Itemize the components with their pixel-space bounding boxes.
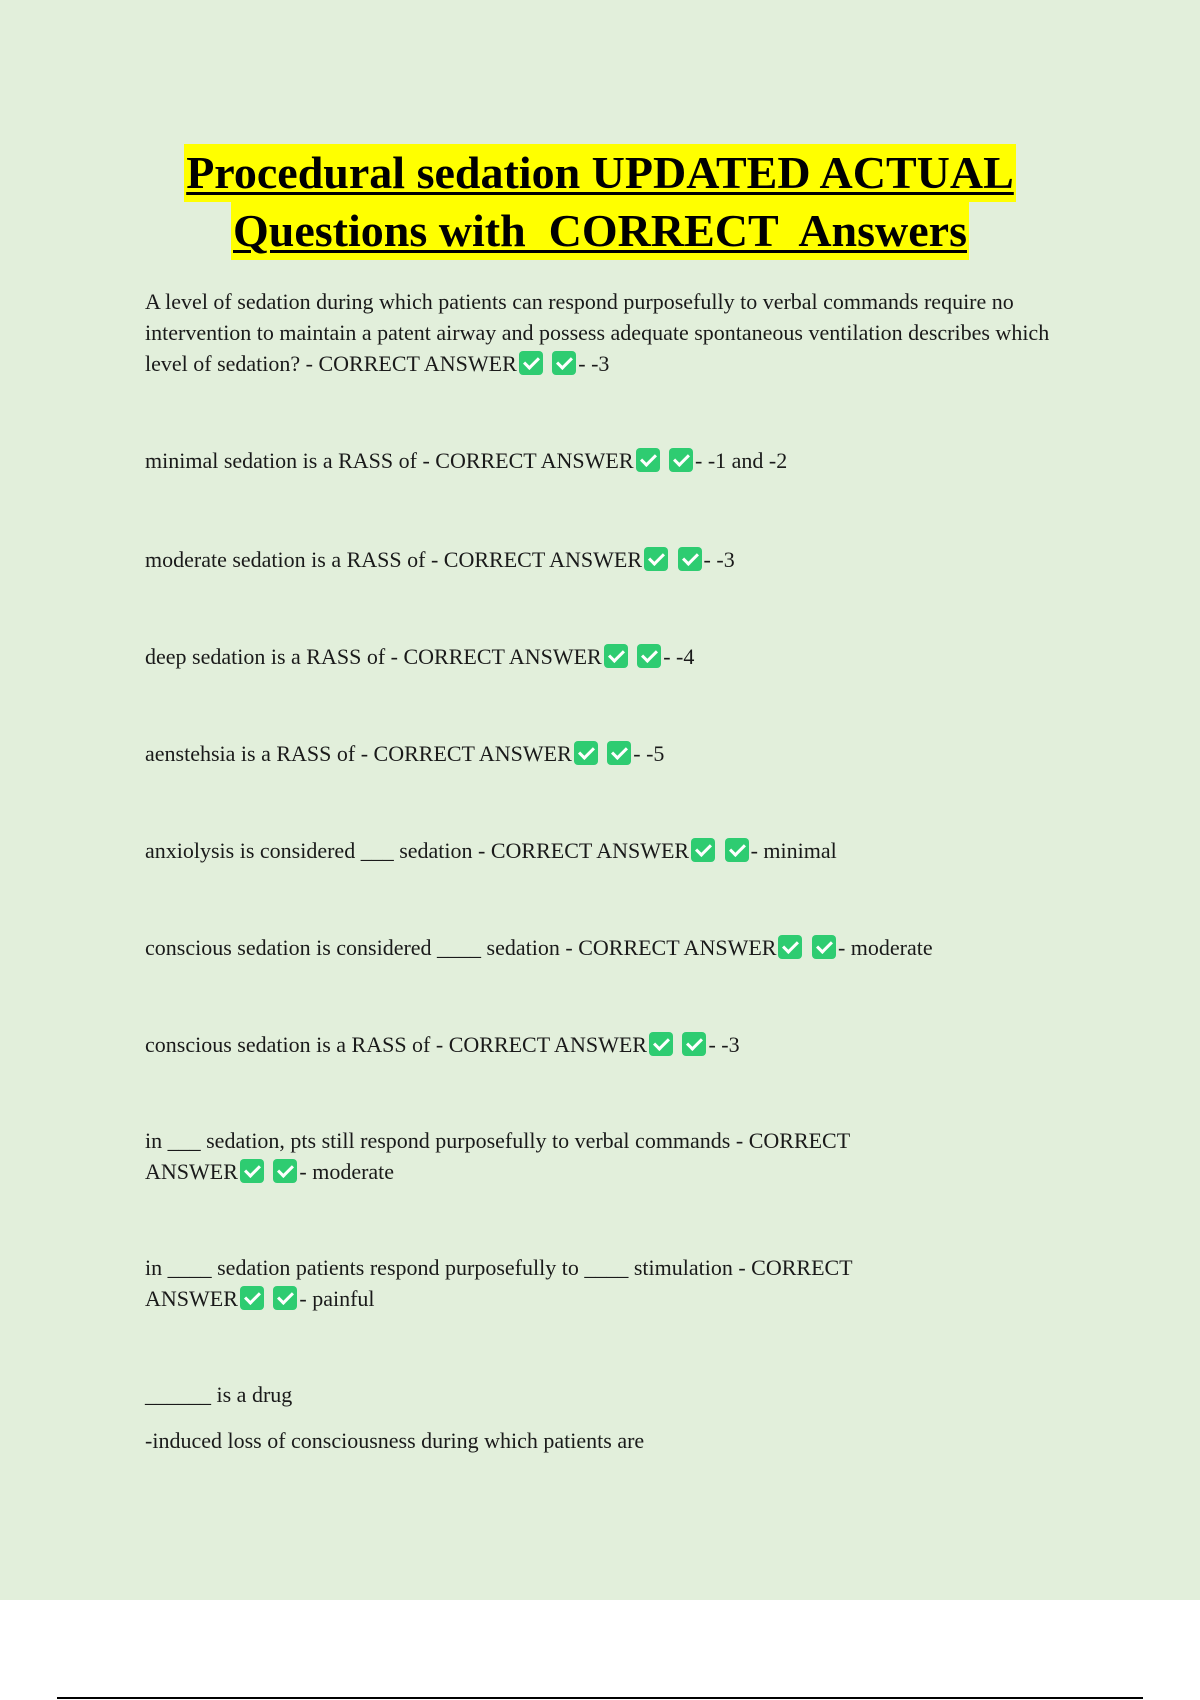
check-mark-icon — [574, 741, 598, 765]
qa-item — [145, 1252, 945, 1314]
check-mark-icon — [240, 1286, 264, 1310]
answer-text: - painful — [299, 1286, 375, 1311]
answer-text: - -3 — [578, 351, 610, 376]
check-mark-icon — [604, 644, 628, 668]
answer-marker: CORRECT ANSWER — [435, 448, 634, 473]
answer-text: - -4 — [663, 644, 695, 669]
answer-marker: CORRECT ANSWER — [490, 838, 690, 863]
answer-text: - -3 — [703, 547, 735, 572]
qa-item — [145, 932, 1075, 963]
question-text: conscious sedation is considered ____ sedation - — [145, 935, 579, 960]
check-mark-icon — [637, 644, 661, 668]
title-line-1: Procedural sedation UPDATED ACTUAL — [184, 144, 1016, 202]
answer-marker: CORRECT ANSWER — [373, 741, 572, 766]
check-mark-icon — [644, 547, 668, 571]
qa-item — [145, 544, 1075, 575]
check-mark-icon — [669, 448, 693, 472]
answer-marker: CORRECT ANSWER — [318, 351, 517, 376]
check-mark-icon — [812, 935, 836, 959]
answer-text: - moderate — [837, 935, 933, 960]
answer-marker: CORRECT ANSWER — [403, 644, 602, 669]
check-mark-icon — [240, 1159, 264, 1183]
question-text: deep sedation is a RASS of - — [145, 644, 404, 669]
check-mark-icon — [636, 448, 660, 472]
check-mark-icon — [725, 838, 749, 862]
document-title — [0, 144, 1200, 260]
trailing-question-line-1: ______ is a drug — [145, 1382, 293, 1407]
check-mark-icon — [682, 1032, 706, 1056]
check-mark-icon — [273, 1286, 297, 1310]
answer-marker: CORRECT ANSWER — [145, 1128, 855, 1184]
check-mark-icon — [552, 351, 576, 375]
check-mark-icon — [778, 935, 802, 959]
qa-item — [145, 445, 1075, 476]
qa-item — [145, 738, 1075, 769]
answer-marker: CORRECT ANSWER — [443, 547, 643, 572]
question-text: anxiolysis is considered ___ sedation - — [145, 838, 491, 863]
check-mark-icon — [607, 741, 631, 765]
question-text: minimal sedation is a RASS of - — [145, 448, 436, 473]
answer-marker: CORRECT ANSWER — [578, 935, 777, 960]
qa-item — [145, 835, 1075, 866]
answer-marker: CORRECT ANSWER — [145, 1255, 857, 1311]
question-text: aenstehsia is a RASS of - — [145, 741, 374, 766]
answer-text: - moderate — [299, 1159, 395, 1184]
title-line-2: Questions with CORRECT Answers — [231, 202, 969, 260]
qa-item — [145, 286, 1075, 379]
answer-text: - minimal — [750, 838, 837, 863]
check-mark-icon — [691, 838, 715, 862]
answer-marker: CORRECT ANSWER — [448, 1032, 647, 1057]
check-mark-icon — [678, 547, 702, 571]
answer-text: - -5 — [633, 741, 665, 766]
answer-text: - -1 and -2 — [695, 448, 788, 473]
question-text: in ___ sedation, pts still respond purposefully to verbal commands - — [145, 1128, 749, 1153]
question-text: A level of sedation during which patients can respond purposefully to verbal commands require no intervention to maintain a patent airway and possess adequate spontaneous ventilation describes which level of sedation? - — [145, 289, 1055, 376]
qa-item — [145, 1029, 1075, 1060]
qa-item — [145, 1125, 945, 1187]
check-mark-icon — [649, 1032, 673, 1056]
page-divider — [57, 1697, 1143, 1699]
check-mark-icon — [519, 351, 543, 375]
trailing-question-line-2: -induced loss of consciousness during which patients are — [145, 1428, 645, 1453]
check-mark-icon — [273, 1159, 297, 1183]
question-text: moderate sedation is a RASS of - — [145, 547, 444, 572]
question-text: in ____ sedation patients respond purposefully to ____ stimulation - — [145, 1255, 752, 1280]
question-text: conscious sedation is a RASS of - — [145, 1032, 449, 1057]
answer-text: - -3 — [708, 1032, 740, 1057]
qa-item — [145, 641, 1075, 672]
